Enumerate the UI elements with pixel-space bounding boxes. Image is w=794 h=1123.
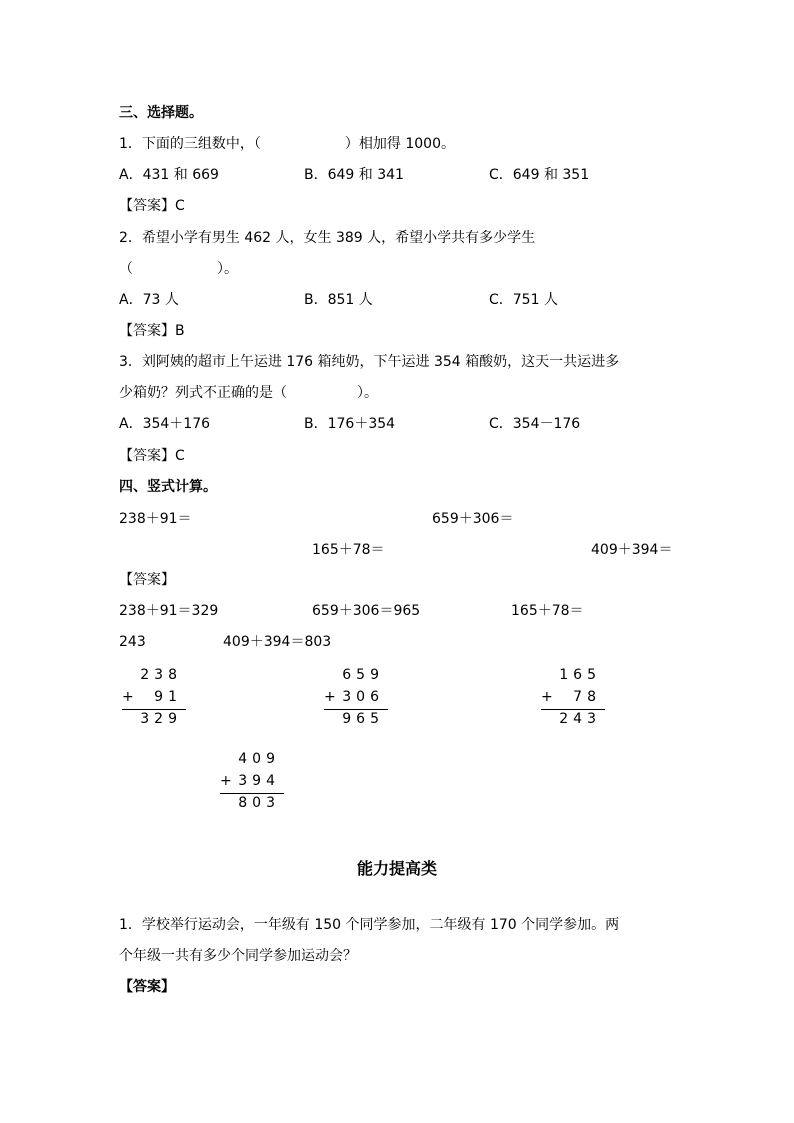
question-1-stem: 1．下面的三组数中，（ ）相加得 1000。 xyxy=(119,136,455,152)
section-heading-vertical: 四、竖式计算。 xyxy=(119,479,217,495)
problem-1: 238＋91＝ xyxy=(119,511,192,527)
plus-sign: + xyxy=(122,689,134,705)
result-3-cont: 243 xyxy=(119,634,146,650)
advanced-section-title: 能力提高类 xyxy=(356,859,437,878)
advanced-answer-label: 【答案】 xyxy=(119,979,175,995)
vertical-result: 965 xyxy=(342,711,384,727)
vertical-calc-3 xyxy=(541,665,605,731)
vertical-calc-2 xyxy=(324,665,388,731)
vertical-top-number: 409 xyxy=(238,751,280,767)
plus-sign: + xyxy=(324,689,336,705)
result-3: 165＋78＝ xyxy=(511,603,584,619)
q1-option-b: B．649 和 341 xyxy=(304,167,404,183)
q3-option-a: A．354＋176 xyxy=(119,416,211,432)
vertical-result: 803 xyxy=(238,795,280,811)
section-heading-choice: 三、选择题。 xyxy=(119,105,203,121)
problem-3: 165＋78＝ xyxy=(312,542,385,558)
problem-4: 409＋394＝ xyxy=(591,542,673,558)
q2-option-a: A．73 人 xyxy=(119,292,179,308)
vertical-top-number: 165 xyxy=(559,667,601,683)
advanced-question-1-line2: 个年级一共有多少个同学参加运动会？ xyxy=(119,948,357,964)
vertical-calc-4 xyxy=(220,749,284,815)
advanced-question-1-line1: 1．学校举行运动会，一年级有 150 个同学参加，二年级有 170 个同学参加。两 xyxy=(119,917,620,933)
q2-option-b: B．851 人 xyxy=(304,292,373,308)
question-2-stem-cont: （ ）。 xyxy=(119,261,238,277)
q3-option-b: B．176＋354 xyxy=(304,416,396,432)
vertical-bottom-number: 78 xyxy=(573,689,601,705)
section4-answer-label: 【答案】 xyxy=(119,572,175,588)
result-4: 409＋394＝803 xyxy=(223,634,332,650)
vertical-top-number: 238 xyxy=(140,667,182,683)
vertical-result: 243 xyxy=(559,711,601,727)
q1-answer: 【答案】C xyxy=(119,198,185,214)
question-3-stem: 3．刘阿姨的超市上午运进 176 箱纯奶，下午运进 354 箱酸奶，这天一共运进多 xyxy=(119,354,620,370)
vertical-top-number: 659 xyxy=(342,667,384,683)
result-2: 659＋306＝965 xyxy=(312,603,421,619)
q3-answer: 【答案】C xyxy=(119,448,185,464)
q3-option-c: C．354－176 xyxy=(489,416,581,432)
vertical-bottom-number: 394 xyxy=(238,773,280,789)
q1-option-a: A．431 和 669 xyxy=(119,167,219,183)
problem-2: 659＋306＝ xyxy=(432,511,514,527)
vertical-result: 329 xyxy=(140,711,182,727)
q2-option-c: C．751 人 xyxy=(489,292,558,308)
question-3-stem-cont: 少箱奶？列式不正确的是（ ）。 xyxy=(119,385,378,401)
vertical-calc-1 xyxy=(122,665,186,731)
q2-answer: 【答案】B xyxy=(119,323,185,339)
plus-sign: + xyxy=(541,689,553,705)
vertical-bottom-number: 91 xyxy=(154,689,182,705)
plus-sign: + xyxy=(220,773,232,789)
question-2-stem: 2．希望小学有男生 462 人，女生 389 人，希望小学共有多少学生 xyxy=(119,230,536,246)
q1-option-c: C．649 和 351 xyxy=(489,167,590,183)
result-1: 238＋91＝329 xyxy=(119,603,219,619)
vertical-bottom-number: 306 xyxy=(342,689,384,705)
